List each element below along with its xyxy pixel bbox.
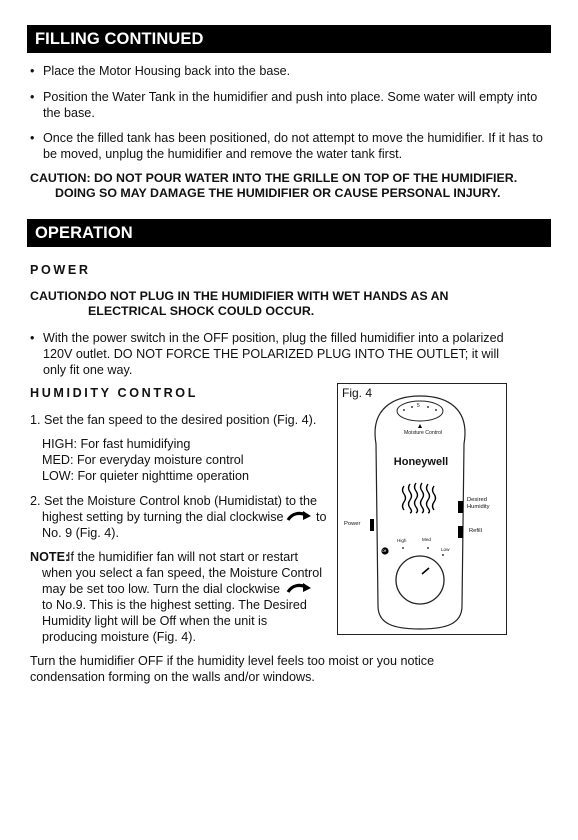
caution-label: CAUTION: [30, 289, 91, 303]
caution-grille-line2: DOING SO MAY DAMAGE THE HUMIDIFIER OR CAUSE PERSONAL INJURY. [55, 186, 501, 200]
step-1: 1. Set the fan speed to the desired position (Fig. 4). [30, 413, 317, 427]
subheading-humidity-control: HUMIDITY CONTROL [30, 386, 198, 400]
note-line6: producing moisture (Fig. 4). [42, 630, 196, 644]
refill-label: Refill [469, 528, 482, 534]
bullet-dot: • [30, 90, 35, 104]
note-label: NOTE: [30, 550, 70, 564]
note-line3: may be set too low. Turn the dial clockwise [42, 582, 280, 596]
closing-line2: condensation forming on the walls and/or windows. [30, 670, 315, 684]
speed-high: HIGH: For fast humidifying [42, 437, 191, 451]
figure-4 [337, 383, 507, 635]
clockwise-arrow-icon [286, 582, 312, 594]
caution-grille-line1: CAUTION: DO NOT POUR WATER INTO THE GRILLE ON TOP OF THE HUMIDIFIER. [30, 171, 518, 185]
dial-tick [427, 406, 429, 408]
step-2-line1: 2. Set the Moisture Control knob (Humidistat) to the [30, 494, 317, 508]
bullet-dot: • [30, 131, 35, 145]
power-light [370, 519, 374, 531]
step-2-to: to [316, 510, 327, 524]
desired-humidity-label-line2: Humidity [467, 504, 490, 510]
med-label: Med [422, 537, 431, 542]
note-line1: If the humidifier fan will not start or restart [67, 550, 298, 564]
speed-med: MED: For everyday moisture control [42, 453, 244, 467]
subheading-power: POWER [30, 263, 91, 277]
refill-light [458, 526, 463, 538]
top-dial-ring [397, 401, 443, 421]
closing-line1: Turn the humidifier OFF if the humidity level feels too moist or you notice [30, 654, 435, 668]
dial-tick [435, 409, 437, 411]
pointer-triangle-icon [418, 424, 422, 428]
power-label: Power [344, 521, 361, 527]
desired-humidity-label [467, 497, 490, 511]
high-label: High [397, 538, 407, 543]
note-line2: when you select a fan speed, the Moisture Control [42, 566, 323, 580]
fan-speed-knob [396, 556, 444, 604]
moisture-control-label: Moisture Control [403, 430, 443, 436]
caution-shock-line1: DO NOT PLUG IN THE HUMIDIFIER WITH WET HANDS AS AN [88, 289, 449, 303]
section-heading-filling: FILLING CONTINUED [27, 25, 551, 53]
dial-tick [402, 547, 404, 549]
dial-tick [427, 547, 429, 549]
dial-tick [403, 409, 405, 411]
bullet-dot: • [30, 331, 35, 345]
bullet-dot: • [30, 64, 35, 78]
note-line5: Humidity light will be Off when the unit is [42, 614, 268, 628]
brand-logo: Honeywell [393, 456, 449, 468]
dial-tick [442, 554, 444, 556]
clockwise-arrow-icon [286, 510, 312, 522]
dial-tick [411, 406, 413, 408]
speed-low: LOW: For quieter nighttime operation [42, 469, 249, 483]
dial-number: 5 [417, 403, 420, 409]
desired-humidity-label-line1: Desired [467, 497, 487, 503]
off-label: Off [382, 549, 387, 553]
step-2-line2: highest setting by turning the dial clockwise [42, 510, 284, 524]
caution-shock-line2: ELECTRICAL SHOCK COULD OCCUR. [88, 304, 315, 318]
section-heading-operation: OPERATION [27, 219, 551, 247]
low-label: Low [441, 547, 450, 552]
figure-label: Fig. 4 [342, 386, 373, 400]
knob-pointer [422, 568, 429, 574]
desired-humidity-light [458, 501, 463, 513]
step-2-line3: No. 9 (Fig. 4). [42, 526, 119, 540]
mist-vent-icon [403, 483, 436, 513]
note-line4: to No.9. This is the highest setting. The Desired [42, 598, 307, 612]
